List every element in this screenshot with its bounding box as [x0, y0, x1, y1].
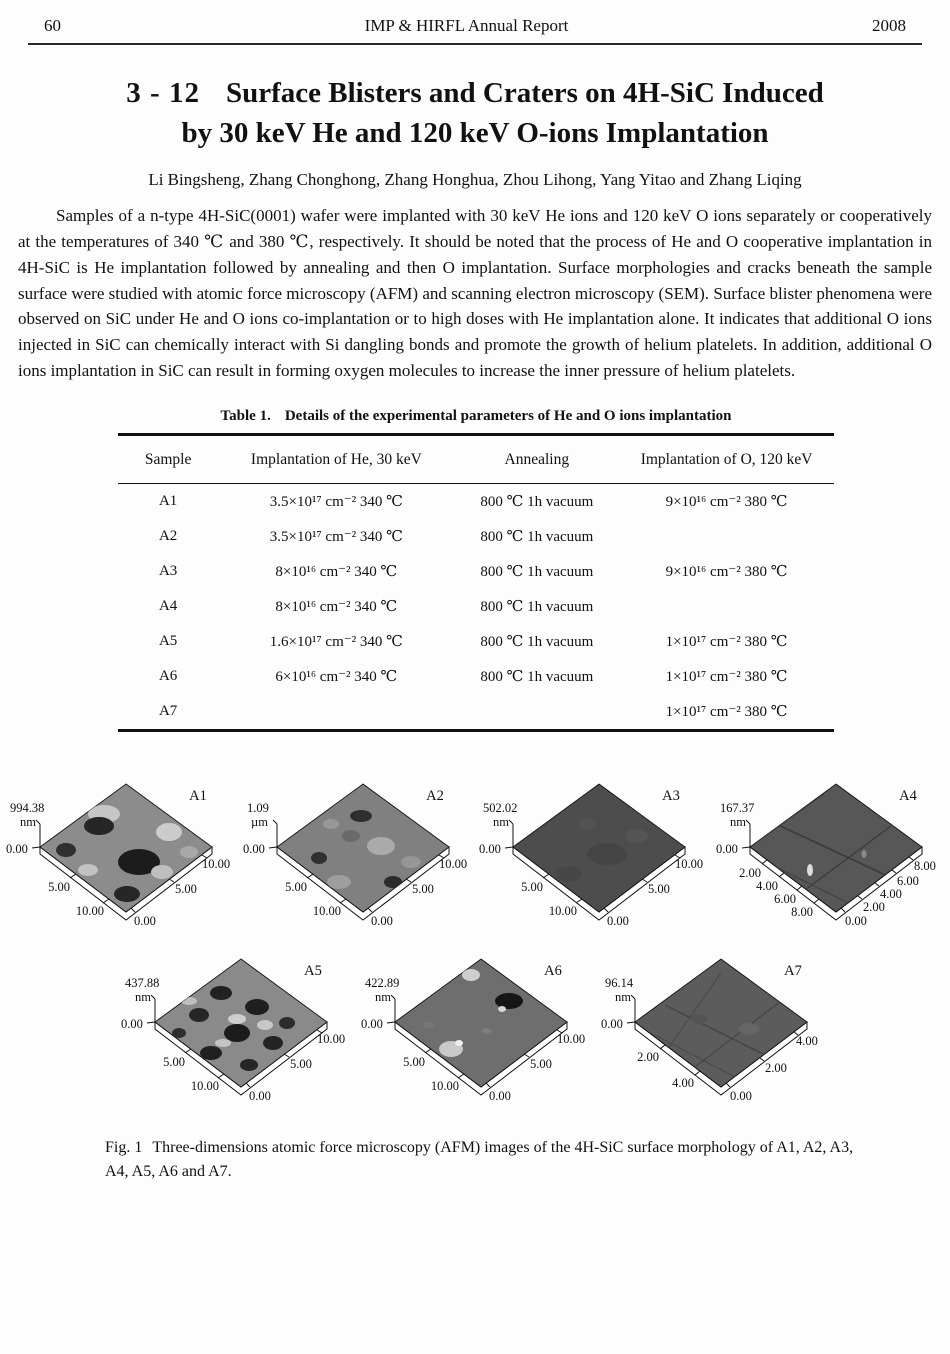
- authors-line: Li Bingsheng, Zhang Chonghong, Zhang Honghua, Zhou Lihong, Yang Yitao and Zhang Liqing: [148, 170, 802, 190]
- cell-sample: A6: [158, 667, 178, 684]
- afm-panel-a4: [714, 774, 946, 939]
- x-tick-label: 5.00: [521, 879, 544, 894]
- figure-caption-text: Three-dimensions atomic force microscopy (AFM) images of the 4H-SiC surface morphology of A1, A2, A3, A4, A5, A6 and A7.: [105, 1138, 854, 1180]
- table-caption-text: Details of the experimental parameters of He and O ions implantation: [284, 407, 732, 424]
- afm-panel-a3: [477, 774, 709, 939]
- panel-label: A1: [189, 787, 207, 804]
- y-tick-label: 10.00: [675, 856, 704, 871]
- afm-figure-row1: [0, 774, 950, 939]
- table-header-row: [118, 434, 834, 483]
- z-max-label: 437.88: [125, 975, 160, 990]
- z-zero-label: 0.00: [242, 841, 265, 856]
- cell-sample: A7: [158, 702, 178, 719]
- y-tick-label: 5.00: [290, 1056, 312, 1071]
- z-unit-label: nm: [615, 989, 631, 1004]
- z-unit-label: nm: [493, 814, 510, 829]
- cell-sample: A1: [158, 492, 178, 509]
- y-tick-label: 8.00: [913, 858, 936, 873]
- panel-label: A3: [662, 787, 681, 804]
- z-max-label: 994.38: [10, 800, 45, 815]
- figure-caption-label: Fig. 1: [105, 1138, 143, 1156]
- z-zero-label: 0.00: [715, 841, 738, 856]
- y-tick-label: 4.00: [879, 886, 902, 901]
- y-tick-label: 5.00: [648, 881, 671, 896]
- y-tick-label: 10.00: [317, 1031, 346, 1046]
- cell-o: [619, 589, 834, 624]
- cell-he: 6×10¹⁶ cm⁻² 340 ℃: [275, 668, 398, 685]
- article-title-text1: Surface Blisters and Craters on 4H-SiC Induced: [225, 77, 824, 109]
- z-zero-label: 0.00: [6, 841, 28, 856]
- table-row: [118, 554, 834, 589]
- cell-sample: A3: [158, 562, 178, 579]
- panel-label: A2: [425, 787, 444, 804]
- col-header-he-implantation: Implantation of He, 30 keV: [218, 434, 454, 483]
- x-tick-label: 4.00: [756, 878, 778, 893]
- z-max-label: 422.89: [365, 975, 400, 990]
- cell-annealing: 800 ℃ 1h vacuum: [480, 528, 594, 545]
- x-tick-label: 8.00: [791, 904, 813, 919]
- cell-o: 9×10¹⁶ cm⁻² 380 ℃: [665, 563, 788, 580]
- x-tick-label: 10.00: [75, 903, 104, 918]
- y-tick-label: 0.00: [489, 1088, 511, 1103]
- journal-year: 2008: [872, 16, 906, 35]
- x-tick-label: 4.00: [672, 1075, 694, 1090]
- panel-label: A5: [304, 962, 322, 979]
- table-row: [118, 659, 834, 694]
- afm-panel-a7: [599, 949, 831, 1114]
- page-number: 60: [44, 16, 61, 35]
- z-max-label: 502.02: [483, 800, 518, 815]
- cell-annealing: 800 ℃ 1h vacuum: [480, 563, 594, 580]
- cell-sample: A5: [158, 632, 178, 649]
- page-header: [0, 0, 950, 36]
- y-tick-label: 0.00: [844, 913, 867, 928]
- cell-annealing: [455, 694, 620, 731]
- cell-o: 9×10¹⁶ cm⁻² 380 ℃: [665, 493, 788, 510]
- y-tick-label: 0.00: [134, 913, 156, 928]
- article-title-line1: [0, 73, 950, 113]
- table-row: [118, 589, 834, 624]
- afm-panel-a2: [241, 774, 473, 939]
- article-title-line2: by 30 keV He and 120 keV O-ions Implantation: [181, 117, 769, 150]
- x-tick-label: 2.00: [637, 1049, 659, 1064]
- panel-label: A7: [784, 962, 802, 979]
- cell-o: [619, 519, 834, 554]
- z-zero-label: 0.00: [601, 1016, 623, 1031]
- abstract-paragraph: Samples of a n-type 4H-SiC(0001) wafer were implanted with 30 keV He ions and 120 keV O ions separately or cooperatively at the temperatures of 340 ℃ and 380 ℃, respectively. It should be noted that the process of He and O cooperative implantation in 4H-SiC is He implantation followed by annealing and then O implantation. Surface morphologies and cracks beneath the sample surface were studied with atomic force microscopy (AFM) and scanning electron microscopy (SEM). Surface blister phenomena were observed on SiC under He and O ions co-implantation or to high doses with He implantation alone. It indicates that additional O ions injected in SiC can chemically interact with Si dangling bonds and promote the growth of helium platelets. In addition, additional O ions implantation in SiC can result in forming oxygen molecules to increase the inner pressure of helium platelets.: [18, 206, 932, 380]
- cell-he: 3.5×10¹⁷ cm⁻² 340 ℃: [269, 528, 403, 545]
- x-tick-label: 5.00: [48, 879, 70, 894]
- x-tick-label: 10.00: [430, 1078, 459, 1093]
- x-tick-label: 5.00: [163, 1054, 185, 1069]
- y-tick-label: 0.00: [607, 913, 630, 928]
- y-tick-label: 5.00: [175, 881, 197, 896]
- y-tick-label: 0.00: [370, 913, 393, 928]
- z-max-label: 167.37: [719, 800, 755, 815]
- y-tick-label: 5.00: [530, 1056, 552, 1071]
- z-unit-label: nm: [729, 814, 746, 829]
- panel-label: A6: [544, 962, 562, 979]
- x-tick-label: 10.00: [312, 903, 341, 918]
- x-tick-label: 5.00: [403, 1054, 425, 1069]
- z-max-label: 96.14: [605, 975, 634, 990]
- cell-o: 1×10¹⁷ cm⁻² 380 ℃: [665, 668, 788, 685]
- journal-title: IMP & HIRFL Annual Report: [364, 16, 569, 35]
- y-tick-label: 0.00: [730, 1088, 752, 1103]
- cell-o: 1×10¹⁷ cm⁻² 380 ℃: [665, 633, 788, 650]
- x-tick-label: 6.00: [774, 891, 796, 906]
- panel-label: A4: [899, 787, 917, 804]
- cell-annealing: 800 ℃ 1h vacuum: [480, 493, 594, 510]
- table-row: [118, 519, 834, 554]
- y-tick-label: 10.00: [202, 856, 231, 871]
- x-tick-label: 2.00: [739, 865, 761, 880]
- y-tick-label: 4.00: [796, 1033, 818, 1048]
- afm-figure-row2: [0, 949, 950, 1114]
- z-unit-label: nm: [20, 814, 36, 829]
- cell-he: 3.5×10¹⁷ cm⁻² 340 ℃: [269, 493, 403, 510]
- afm-figure: [0, 774, 950, 1184]
- table-caption-label: Table 1.: [220, 407, 271, 424]
- cell-sample: A2: [158, 527, 178, 544]
- col-header-sample: Sample: [118, 434, 218, 483]
- table-row: [118, 483, 834, 519]
- cell-annealing: 800 ℃ 1h vacuum: [480, 668, 594, 685]
- cell-annealing: 800 ℃ 1h vacuum: [480, 598, 594, 615]
- z-max-label: 1.09: [246, 800, 269, 815]
- cell-he: 8×10¹⁶ cm⁻² 340 ℃: [275, 598, 398, 615]
- z-zero-label: 0.00: [361, 1016, 383, 1031]
- y-tick-label: 5.00: [411, 881, 434, 896]
- z-unit-label: nm: [375, 989, 391, 1004]
- cell-he: [218, 694, 454, 731]
- x-tick-label: 10.00: [190, 1078, 219, 1093]
- afm-panel-a6: [359, 949, 591, 1114]
- y-tick-label: 10.00: [438, 856, 467, 871]
- z-zero-label: 0.00: [479, 841, 502, 856]
- afm-panel-a1: [4, 774, 236, 939]
- y-tick-label: 6.00: [896, 873, 919, 888]
- cell-he: 8×10¹⁶ cm⁻² 340 ℃: [275, 563, 398, 580]
- experiment-parameters-table: [118, 433, 834, 732]
- z-zero-label: 0.00: [121, 1016, 143, 1031]
- figure-caption: [105, 1136, 873, 1184]
- col-header-o-implantation: Implantation of O, 120 keV: [619, 434, 834, 483]
- x-tick-label: 5.00: [284, 879, 307, 894]
- z-unit-label: nm: [135, 989, 151, 1004]
- cell-o: 1×10¹⁷ cm⁻² 380 ℃: [665, 703, 788, 720]
- x-tick-label: 10.00: [549, 903, 578, 918]
- y-tick-label: 2.00: [862, 899, 885, 914]
- cell-sample: A4: [158, 597, 178, 614]
- article-number: 3 - 12: [126, 77, 200, 109]
- table-caption: [118, 408, 834, 425]
- table-row: [118, 694, 834, 731]
- afm-panel-a5: [119, 949, 351, 1114]
- cell-he: 1.6×10¹⁷ cm⁻² 340 ℃: [269, 633, 403, 650]
- y-tick-label: 0.00: [249, 1088, 271, 1103]
- cell-annealing: 800 ℃ 1h vacuum: [480, 633, 594, 650]
- y-tick-label: 10.00: [557, 1031, 586, 1046]
- article-title: [0, 73, 950, 153]
- experiment-table-section: [118, 408, 834, 732]
- z-unit-label: µm: [250, 814, 268, 829]
- col-header-annealing: Annealing: [455, 434, 620, 483]
- table-row: [118, 624, 834, 659]
- header-rule: [28, 43, 922, 45]
- y-tick-label: 2.00: [765, 1060, 787, 1075]
